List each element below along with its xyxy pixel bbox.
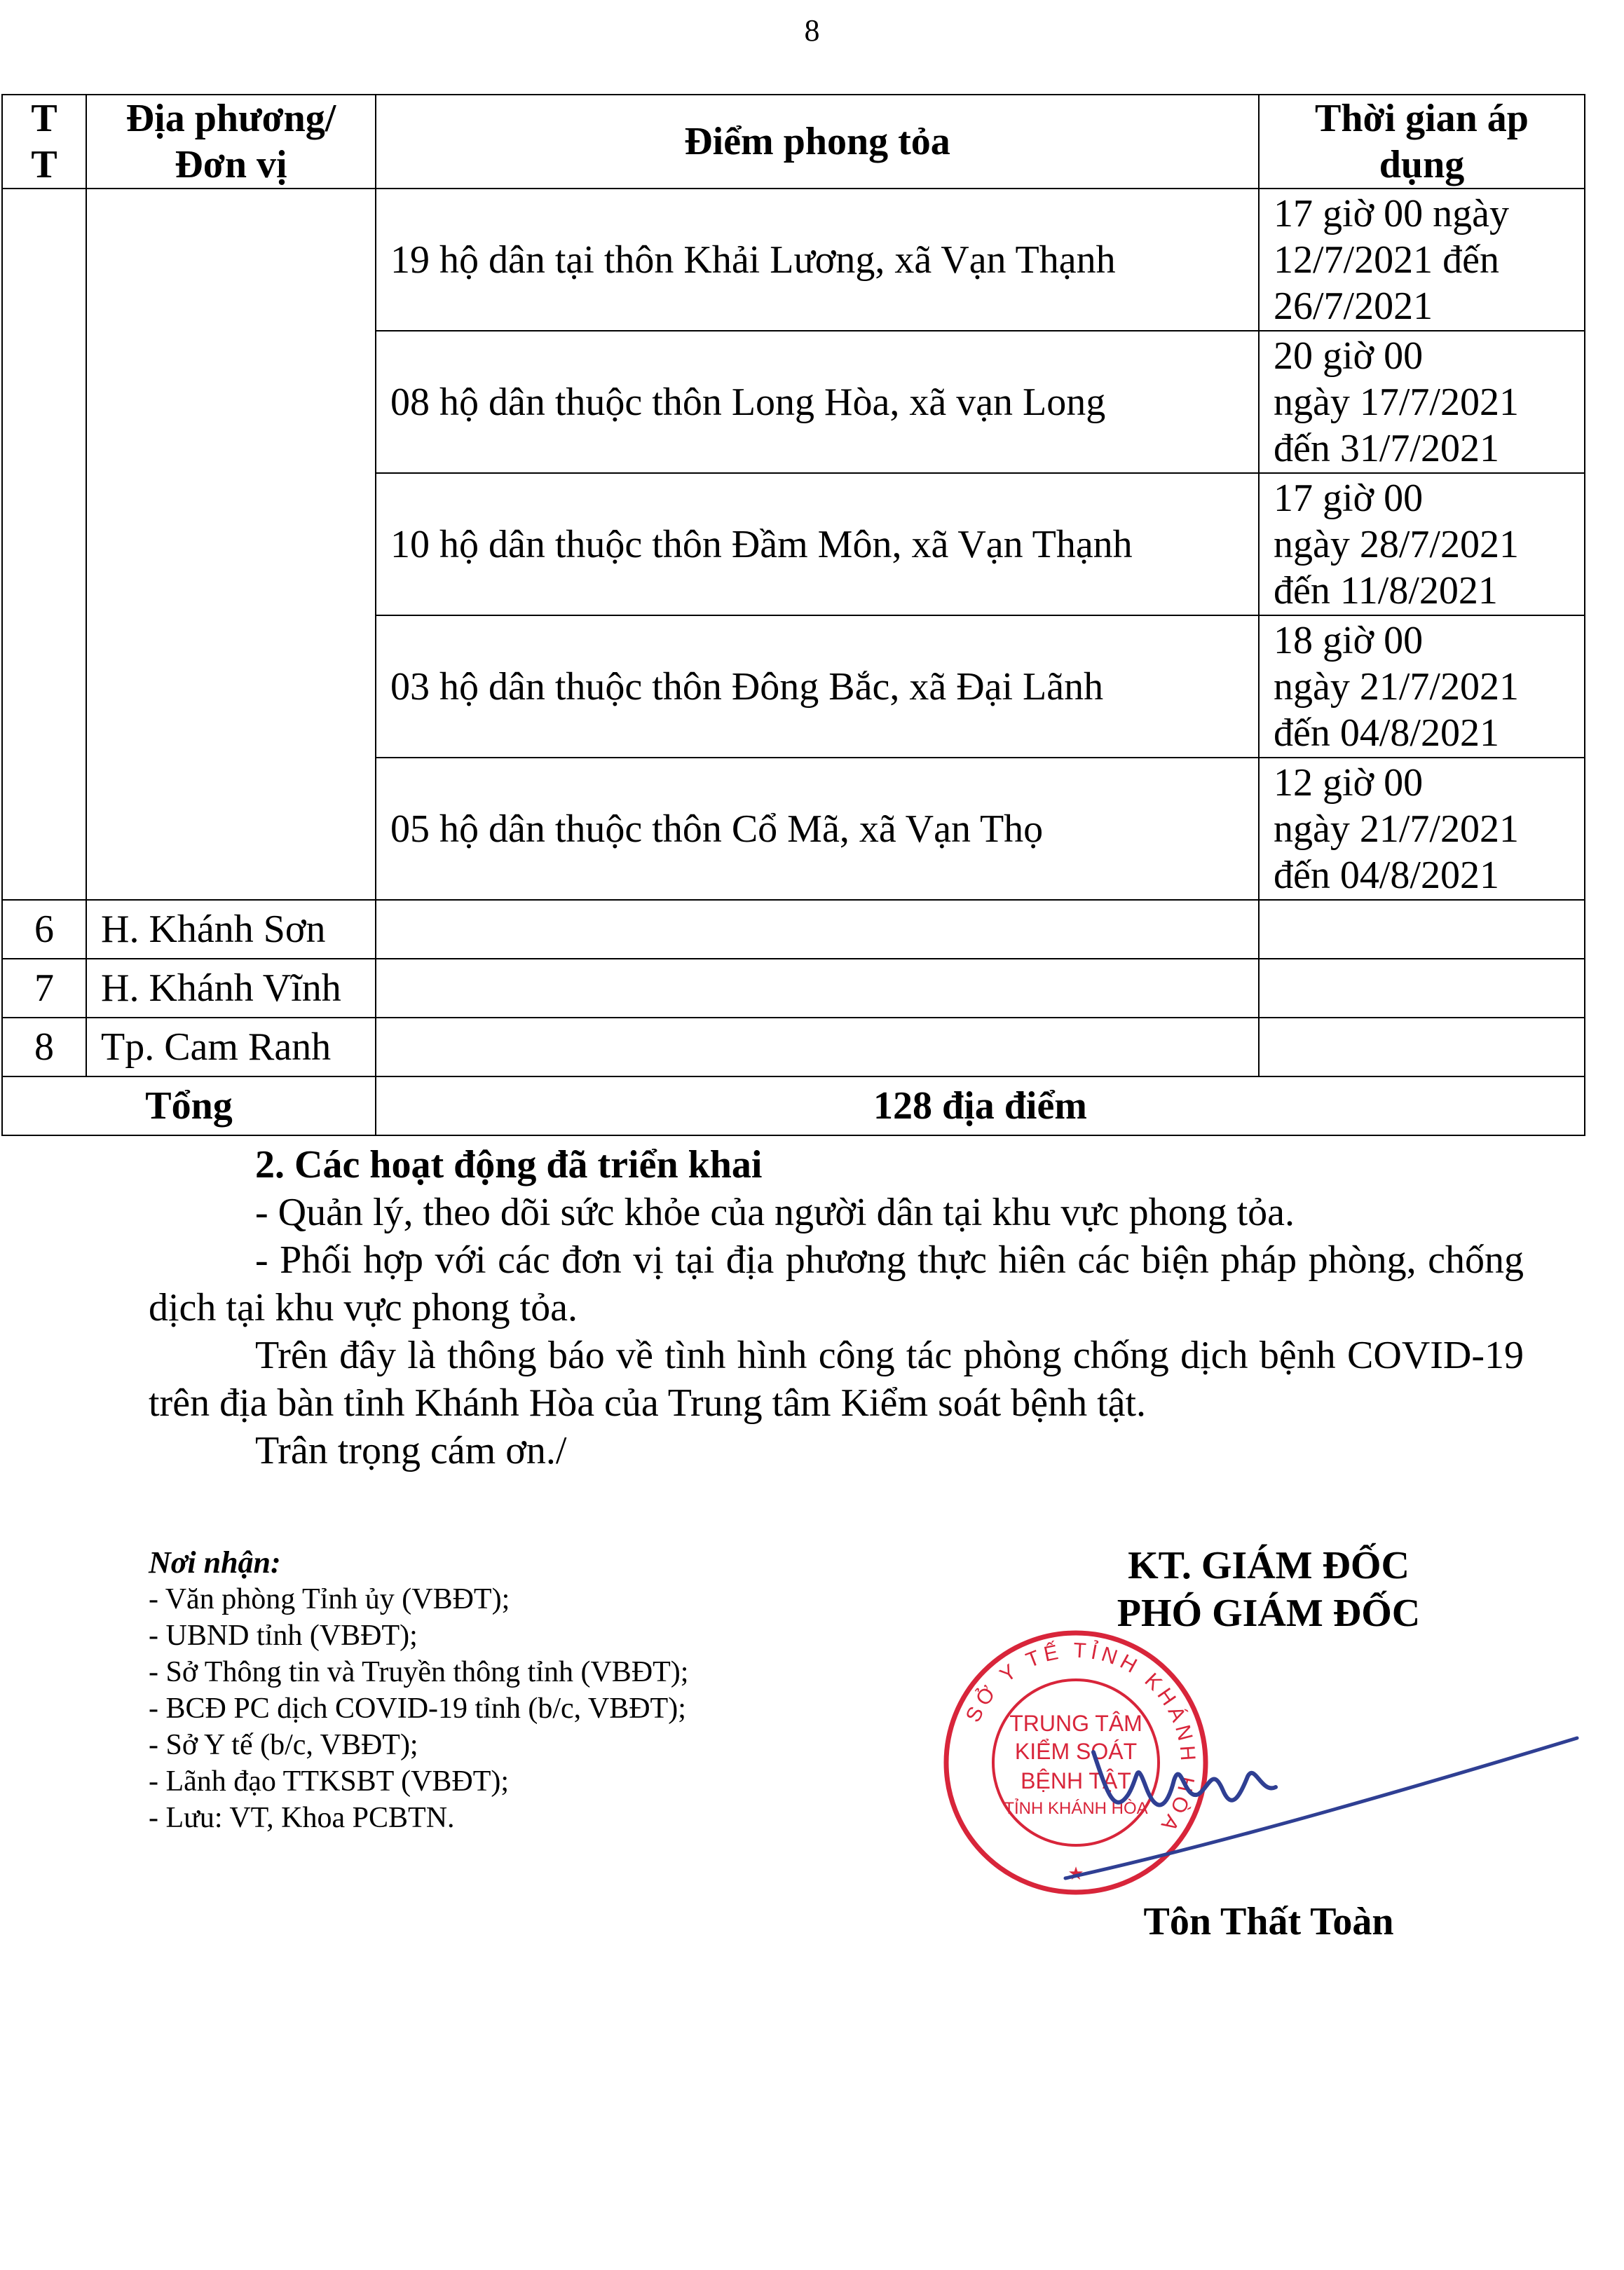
- cell-unit-empty: [86, 189, 376, 900]
- closing-thanks: Trân trọng cám ơn./: [255, 1429, 567, 1472]
- time-line: 26/7/2021: [1274, 284, 1433, 328]
- recipient-item: - Sở Thông tin và Truyền thông tỉnh (VBĐT);: [149, 1656, 689, 1688]
- cell-point: 03 hộ dân thuộc thôn Đông Bắc, xã Đại Lãnh: [376, 615, 1259, 758]
- header-time: [1259, 95, 1585, 189]
- table-header-row: [2, 95, 1585, 189]
- svg-text:KIỂM SOÁT: KIỂM SOÁT: [1014, 1739, 1138, 1764]
- time-line: 18 giờ 00: [1274, 618, 1424, 662]
- time-line: ngày 17/7/2021: [1274, 380, 1519, 424]
- cell-tt: 6: [2, 900, 86, 959]
- cell-time: [1259, 615, 1585, 758]
- cell-point: 05 hộ dân thuộc thôn Cổ Mã, xã Vạn Thọ: [376, 758, 1259, 900]
- svg-text:TỈNH KHÁNH HÒA: TỈNH KHÁNH HÒA: [1004, 1799, 1148, 1818]
- cell-tt: 7: [2, 959, 86, 1018]
- table-row: [2, 1018, 1585, 1076]
- time-line: 17 giờ 00: [1274, 476, 1424, 520]
- activity-item: - Quản lý, theo dõi sức khỏe của người dân tại khu vực phong tỏa.: [255, 1191, 1295, 1234]
- cell-point-empty: [376, 959, 1259, 1018]
- header-unit: [86, 95, 376, 189]
- cell-tt-empty: [2, 189, 86, 900]
- header-tt-line: T: [31, 143, 57, 186]
- total-value: 128 địa điểm: [376, 1076, 1585, 1135]
- recipient-item: - BCĐ PC dịch COVID-19 tỉnh (b/c, VBĐT);: [149, 1693, 686, 1725]
- header-time-line: Thời gian áp: [1315, 97, 1529, 140]
- cell-point: 19 hộ dân tại thôn Khải Lương, xã Vạn Thạnh: [376, 189, 1259, 331]
- handwritten-signature: [1051, 1710, 1584, 1892]
- svg-text:★: ★: [1067, 1864, 1084, 1885]
- time-line: đến 04/8/2021: [1274, 853, 1499, 897]
- time-line: 20 giờ 00: [1274, 334, 1424, 378]
- time-line: 12 giờ 00: [1274, 760, 1424, 805]
- recipient-item: - Lưu: VT, Khoa PCBTN.: [149, 1802, 455, 1834]
- time-line: ngày 21/7/2021: [1274, 664, 1519, 709]
- header-tt: [2, 95, 86, 189]
- cell-time: [1259, 758, 1585, 900]
- recipient-item: - Sở Y tế (b/c, VBĐT);: [149, 1729, 418, 1761]
- cell-unit: H. Khánh Vĩnh: [86, 959, 376, 1018]
- recipient-item: - Lãnh đạo TTKSBT (VBĐT);: [149, 1765, 510, 1798]
- recipient-item: - UBND tỉnh (VBĐT);: [149, 1620, 418, 1652]
- recipients-label: Nơi nhận:: [149, 1545, 281, 1580]
- table-row: [2, 900, 1585, 959]
- header-time-line: dụng: [1379, 143, 1465, 186]
- cell-time: [1259, 473, 1585, 615]
- time-line: ngày 28/7/2021: [1274, 522, 1519, 566]
- time-line: ngày 21/7/2021: [1274, 807, 1519, 851]
- table-row: [2, 189, 1585, 331]
- time-line: đến 31/7/2021: [1274, 426, 1499, 470]
- svg-text:TRUNG TÂM: TRUNG TÂM: [1009, 1711, 1142, 1736]
- cell-point-empty: [376, 1018, 1259, 1076]
- cell-time: [1259, 331, 1585, 473]
- header-unit-line: Địa phương/: [125, 97, 336, 140]
- table-row: [2, 959, 1585, 1018]
- header-point: Điểm phong tỏa: [376, 95, 1259, 189]
- cell-unit: Tp. Cam Ranh: [86, 1018, 376, 1076]
- svg-text:SỞ Y TẾ TỈNH KHÁNH HÒA: SỞ Y TẾ TỈNH KHÁNH HÒA: [961, 1639, 1200, 1839]
- signature-title-line2: PHÓ GIÁM ĐỐC: [1117, 1592, 1421, 1635]
- time-line: đến 04/8/2021: [1274, 711, 1499, 755]
- cell-point-empty: [376, 900, 1259, 959]
- cell-time-empty: [1259, 959, 1585, 1018]
- section-title: 2. Các hoạt động đã triển khai: [255, 1143, 763, 1187]
- recipient-item: - Văn phòng Tỉnh ủy (VBĐT);: [149, 1583, 510, 1615]
- cell-unit: H. Khánh Sơn: [86, 900, 376, 959]
- cell-time: [1259, 189, 1585, 331]
- page-number: 8: [804, 13, 820, 48]
- table-total-row: [2, 1076, 1585, 1135]
- signature-title: [1023, 1542, 1514, 1637]
- header-unit-line: Đơn vị: [175, 143, 287, 186]
- cell-time-empty: [1259, 1018, 1585, 1076]
- closing-paragraph: Trên đây là thông báo về tình hình công tác phòng chống dịch bệnh COVID-19 trên địa bàn tỉnh Khánh Hòa của Trung tâm Kiểm soát bệnh tật.: [149, 1334, 1524, 1425]
- signer-name: Tôn Thất Toàn: [1143, 1900, 1394, 1943]
- signature-title-line1: KT. GIÁM ĐỐC: [1128, 1544, 1410, 1587]
- header-tt-line: T: [31, 97, 57, 140]
- svg-text:BỆNH TẬT: BỆNH TẬT: [1021, 1768, 1131, 1793]
- cell-time-empty: [1259, 900, 1585, 959]
- recipients-block: [149, 1545, 688, 1836]
- cell-point: 10 hộ dân thuộc thôn Đầm Môn, xã Vạn Thạnh: [376, 473, 1259, 615]
- total-label: Tổng: [2, 1076, 376, 1135]
- time-line: 17 giờ 00 ngày: [1274, 191, 1510, 235]
- cell-point: 08 hộ dân thuộc thôn Long Hòa, xã vạn Long: [376, 331, 1259, 473]
- time-line: 12/7/2021 đến: [1274, 238, 1499, 282]
- lockdown-table: [1, 94, 1585, 1136]
- time-line: đến 11/8/2021: [1274, 568, 1498, 613]
- activity-item: - Phối hợp với các đơn vị tại địa phương thực hiên các biện pháp phòng, chống dịch tại khu vực phong tỏa.: [149, 1238, 1524, 1329]
- cell-tt: 8: [2, 1018, 86, 1076]
